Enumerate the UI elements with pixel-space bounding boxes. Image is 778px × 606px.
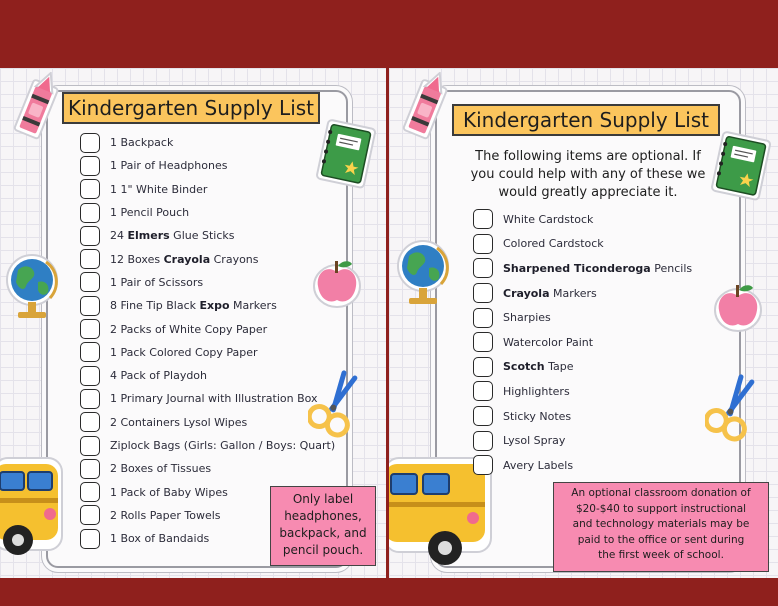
checkbox[interactable] <box>80 156 100 176</box>
list-item <box>80 317 335 340</box>
optional-list <box>473 207 692 478</box>
checkbox[interactable] <box>80 505 100 525</box>
globe-icon <box>6 252 62 324</box>
item-label: 24 Elmers Glue Sticks <box>110 229 235 243</box>
top-band <box>0 0 778 68</box>
checkbox[interactable] <box>80 249 100 269</box>
item-label: Watercolor Paint <box>503 335 594 349</box>
bottom-band <box>0 578 778 606</box>
optional-intro: The following items are optional. If you could help with any of these we would greatly appreciate it. <box>470 149 706 200</box>
item-label: Sharpies <box>503 311 551 325</box>
list-item <box>80 411 335 434</box>
item-label: 1 Pack of Baby Wipes <box>110 485 228 499</box>
list-item <box>80 224 335 247</box>
item-label: Scotch Tape <box>503 360 574 374</box>
item-label: 2 Packs of White Copy Paper <box>110 322 268 336</box>
globe-icon <box>397 238 453 310</box>
checkbox[interactable] <box>80 179 100 199</box>
list-item <box>80 294 335 317</box>
list-item <box>473 281 692 306</box>
checkbox[interactable] <box>80 412 100 432</box>
item-label: Highlighters <box>503 384 570 398</box>
list-item <box>80 131 335 154</box>
list-item <box>473 232 692 257</box>
checkbox[interactable] <box>473 234 493 254</box>
checkbox[interactable] <box>473 455 493 475</box>
list-item <box>473 404 692 429</box>
list-item <box>80 247 335 270</box>
list-item <box>80 434 335 457</box>
item-label: 8 Fine Tip Black Expo Markers <box>110 299 277 313</box>
checkbox[interactable] <box>473 283 493 303</box>
list-item <box>80 387 335 410</box>
item-label: White Cardstock <box>503 212 594 226</box>
checkbox[interactable] <box>473 308 493 328</box>
checkbox[interactable] <box>473 381 493 401</box>
checkbox[interactable] <box>473 332 493 352</box>
label-note: Only label headphones, backpack, and pencil pouch. <box>270 486 376 566</box>
list-item <box>473 453 692 478</box>
checkbox[interactable] <box>473 357 493 377</box>
item-label: 2 Containers Lysol Wipes <box>110 415 248 429</box>
scissors-icon <box>705 372 759 444</box>
brand-name: Crayola <box>163 252 211 266</box>
crayon-icon <box>397 72 451 152</box>
item-label: 2 Rolls Paper Towels <box>110 508 221 522</box>
item-label: 1 Box of Bandaids <box>110 532 210 546</box>
checkbox[interactable] <box>80 133 100 153</box>
list-item <box>80 341 335 364</box>
notebook-icon <box>709 130 775 202</box>
list-item <box>473 330 692 355</box>
apple-icon <box>713 280 763 332</box>
checkbox[interactable] <box>80 342 100 362</box>
checkbox[interactable] <box>473 209 493 229</box>
checkbox[interactable] <box>80 529 100 549</box>
list-item <box>80 178 335 201</box>
item-label: Lysol Spray <box>503 434 566 448</box>
list-item <box>473 428 692 453</box>
brand-name: Sharpened Ticonderoga <box>503 261 651 275</box>
checkbox[interactable] <box>80 482 100 502</box>
checkbox[interactable] <box>80 459 100 479</box>
checkbox[interactable] <box>80 319 100 339</box>
item-label: 1 Pack Colored Copy Paper <box>110 345 258 359</box>
checkbox[interactable] <box>80 296 100 316</box>
checkbox[interactable] <box>80 366 100 386</box>
list-item <box>473 256 692 281</box>
item-label: Avery Labels <box>503 458 574 472</box>
item-label: Colored Cardstock <box>503 237 604 251</box>
brand-name: Expo <box>199 299 230 313</box>
checkbox[interactable] <box>80 389 100 409</box>
school-bus-icon <box>0 452 66 562</box>
checkbox[interactable] <box>80 436 100 456</box>
item-label: 1 Pencil Pouch <box>110 206 190 220</box>
checkbox[interactable] <box>473 406 493 426</box>
brand-name: Elmers <box>127 229 170 243</box>
left-page <box>0 68 386 578</box>
item-label: 2 Boxes of Tissues <box>110 462 212 476</box>
item-label: 1 Primary Journal with Illustration Box <box>110 392 318 406</box>
page-title: Kindergarten Supply List <box>452 104 720 136</box>
page-title: Kindergarten Supply List <box>62 92 320 124</box>
item-label: 4 Pack of Playdoh <box>110 369 208 383</box>
brand-name: Scotch <box>503 360 545 374</box>
item-label: Sticky Notes <box>503 409 572 423</box>
item-label: Ziplock Bags (Girls: Gallon / Boys: Quart) <box>110 439 336 452</box>
checkbox[interactable] <box>80 203 100 223</box>
brand-name: Crayola <box>503 286 550 300</box>
checkbox[interactable] <box>473 258 493 278</box>
checkbox[interactable] <box>80 272 100 292</box>
item-label: 1 Pair of Scissors <box>110 275 204 289</box>
list-item <box>473 207 692 232</box>
list-item <box>80 271 335 294</box>
list-item <box>80 457 335 480</box>
checkbox[interactable] <box>473 431 493 451</box>
item-label: 12 Boxes Crayola Crayons <box>110 252 259 266</box>
list-item <box>80 201 335 224</box>
item-label: 1 1" White Binder <box>110 182 208 196</box>
item-label: Crayola Markers <box>503 286 597 300</box>
list-item <box>473 355 692 380</box>
donation-note: An optional classroom donation of $20-$40 to support instructional and technology materials may be paid to the office or sent during the first week of school. <box>553 482 769 572</box>
list-item <box>80 364 335 387</box>
crayon-icon <box>8 72 62 152</box>
list-item <box>473 379 692 404</box>
checkbox[interactable] <box>80 226 100 246</box>
item-label: 1 Backpack <box>110 136 174 150</box>
item-label: 1 Pair of Headphones <box>110 159 228 173</box>
list-item <box>473 305 692 330</box>
item-label: Sharpened Ticonderoga Pencils <box>503 261 693 275</box>
right-page <box>389 68 778 578</box>
list-item <box>80 154 335 177</box>
